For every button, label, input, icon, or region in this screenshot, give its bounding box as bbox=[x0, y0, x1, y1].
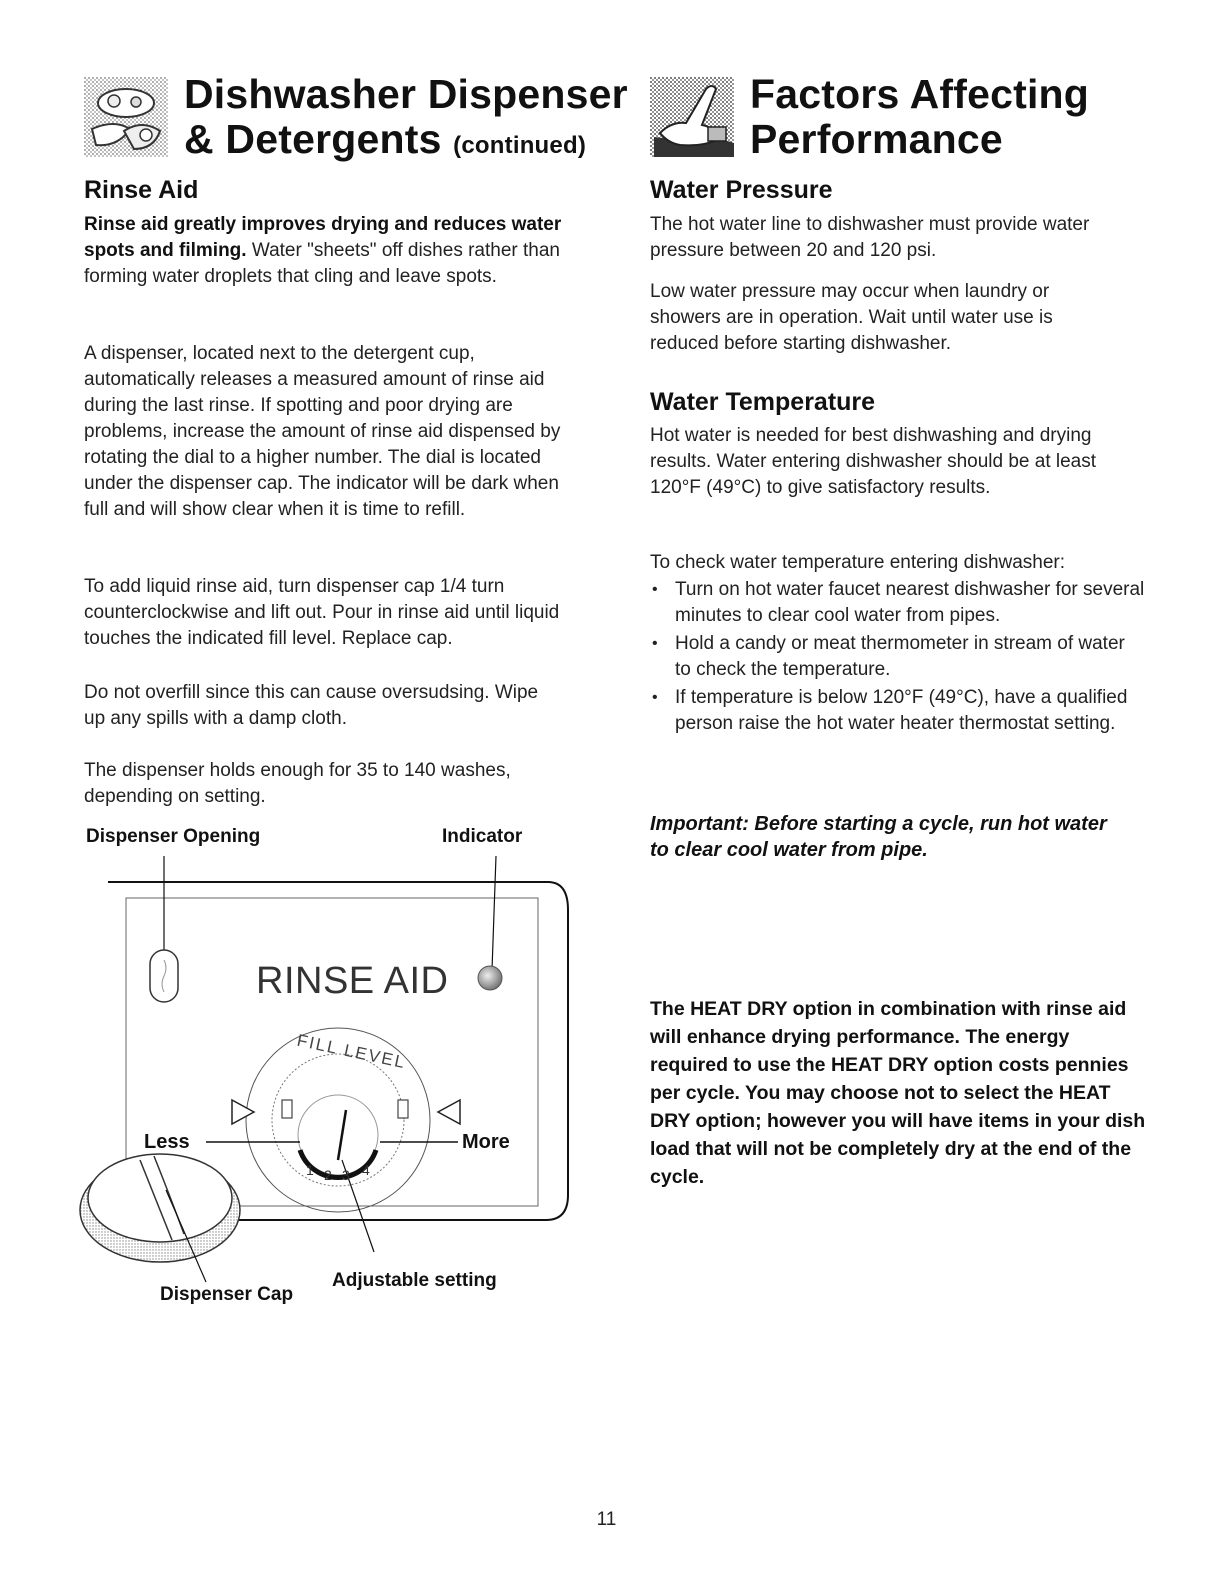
label-less: Less bbox=[144, 1131, 190, 1153]
rinse-aid-intro-rest: Water "sheets" off dishes rather than forming water droplets that cling and leave spots. bbox=[84, 240, 560, 287]
header-continued: (continued) bbox=[453, 132, 587, 159]
dispenser-icon bbox=[84, 77, 168, 157]
header-line-2-text: & Detergents bbox=[184, 116, 442, 162]
diagram-drawing bbox=[68, 820, 588, 1320]
dispenser-capacity: The dispenser holds enough for 35 to 140 washes, depending on setting. bbox=[84, 760, 511, 807]
rinse-aid-intro bbox=[84, 212, 584, 290]
label-dispenser-cap: Dispenser Cap bbox=[160, 1284, 294, 1305]
dispenser-title bbox=[184, 72, 628, 168]
rinse-aid-diagram bbox=[68, 820, 588, 1320]
water-pressure-heading: Water Pressure bbox=[650, 176, 833, 204]
add-rinse-aid-instructions: To add liquid rinse aid, turn dispenser cap 1/4 turn counterclockwise and lift out. Pour in rinse aid until liquid touches the indicated fill level. Replace cap. bbox=[84, 576, 560, 649]
rinse-aid-intro-bold: Rinse aid greatly improves drying and reduces water spots and filming. bbox=[84, 214, 562, 261]
label-indicator: Indicator bbox=[442, 826, 523, 847]
panel-rinse-aid-label: RINSE AID bbox=[256, 960, 449, 1002]
label-dispenser-opening: Dispenser Opening bbox=[86, 826, 261, 847]
dial-number-2: 2 bbox=[324, 1167, 332, 1183]
label-adjustable-setting: Adjustable setting bbox=[332, 1270, 497, 1291]
temperature-check-list bbox=[650, 577, 1145, 739]
water-pressure-text-2: Low water pressure may occur when laundry or showers are in operation. Wait until water use is reduced before starting dishwasher. bbox=[650, 281, 1053, 354]
water-pressure-text-1: The hot water line to dishwasher must provide water pressure between 20 and 120 psi. bbox=[650, 214, 1090, 261]
factors-title-line-1: Factors Affecting bbox=[750, 71, 1090, 117]
water-temperature-text-2: To check water temperature entering dishwasher: bbox=[650, 552, 1066, 573]
dial-fill-level-text: FILL LEVEL bbox=[295, 1030, 408, 1073]
factors-title bbox=[750, 72, 1089, 162]
dispenser-description: A dispenser, located next to the detergent cup, automatically releases a measured amount of rinse aid during the last rinse. If spotting and poor drying are problems, increase the amount of rinse aid dispensed by rotating the dial to a higher number. The dial is located under the dispenser cap. The indicator will be dark when full and will show clear when it is time to refill. bbox=[84, 343, 561, 520]
rinse-aid-heading: Rinse Aid bbox=[84, 176, 199, 204]
important-note: Important: Before starting a cycle, run hot water to clear cool water from pipe. bbox=[650, 813, 1107, 861]
list-item: • Turn on hot water faucet nearest dishwasher for several minutes to clear cool water from pipes. bbox=[650, 577, 1145, 629]
dispenser-header bbox=[84, 72, 644, 172]
overfill-warning: Do not overfill since this can cause oversudsing. Wipe up any spills with a damp cloth. bbox=[84, 682, 539, 729]
dial-number-1: 1 bbox=[306, 1162, 314, 1178]
factors-header bbox=[650, 72, 1210, 172]
water-temperature-heading: Water Temperature bbox=[650, 388, 876, 416]
header-line-1: Dishwasher Dispenser bbox=[184, 71, 628, 117]
header-line-2 bbox=[184, 117, 628, 168]
water-temperature-text-1: Hot water is needed for best dishwashing and drying results. Water entering dishwasher should be at least 120°F (49°C) to give satisfactory results. bbox=[650, 425, 1097, 498]
hand-icon bbox=[650, 77, 734, 157]
label-more: More bbox=[462, 1131, 510, 1153]
page-number: 11 bbox=[596, 1509, 617, 1530]
list-item: • If temperature is below 120°F (49°C), have a qualified person raise the hot water heater thermostat setting. bbox=[650, 685, 1145, 737]
dial-number-3: 3 bbox=[342, 1167, 350, 1183]
list-item: • Hold a candy or meat thermometer in stream of water to check the temperature. bbox=[650, 631, 1145, 683]
factors-title-line-2: Performance bbox=[750, 116, 1003, 162]
dial-number-4: 4 bbox=[362, 1162, 370, 1178]
heat-dry-note: The HEAT DRY option in combination with rinse aid will enhance drying performance. The energy required to use the HEAT DRY option costs pennies per cycle. You may choose not to select the HEAT DRY option; however you will have items in your dish load that will not be completely dry at the end of the cycle. bbox=[650, 998, 1146, 1188]
